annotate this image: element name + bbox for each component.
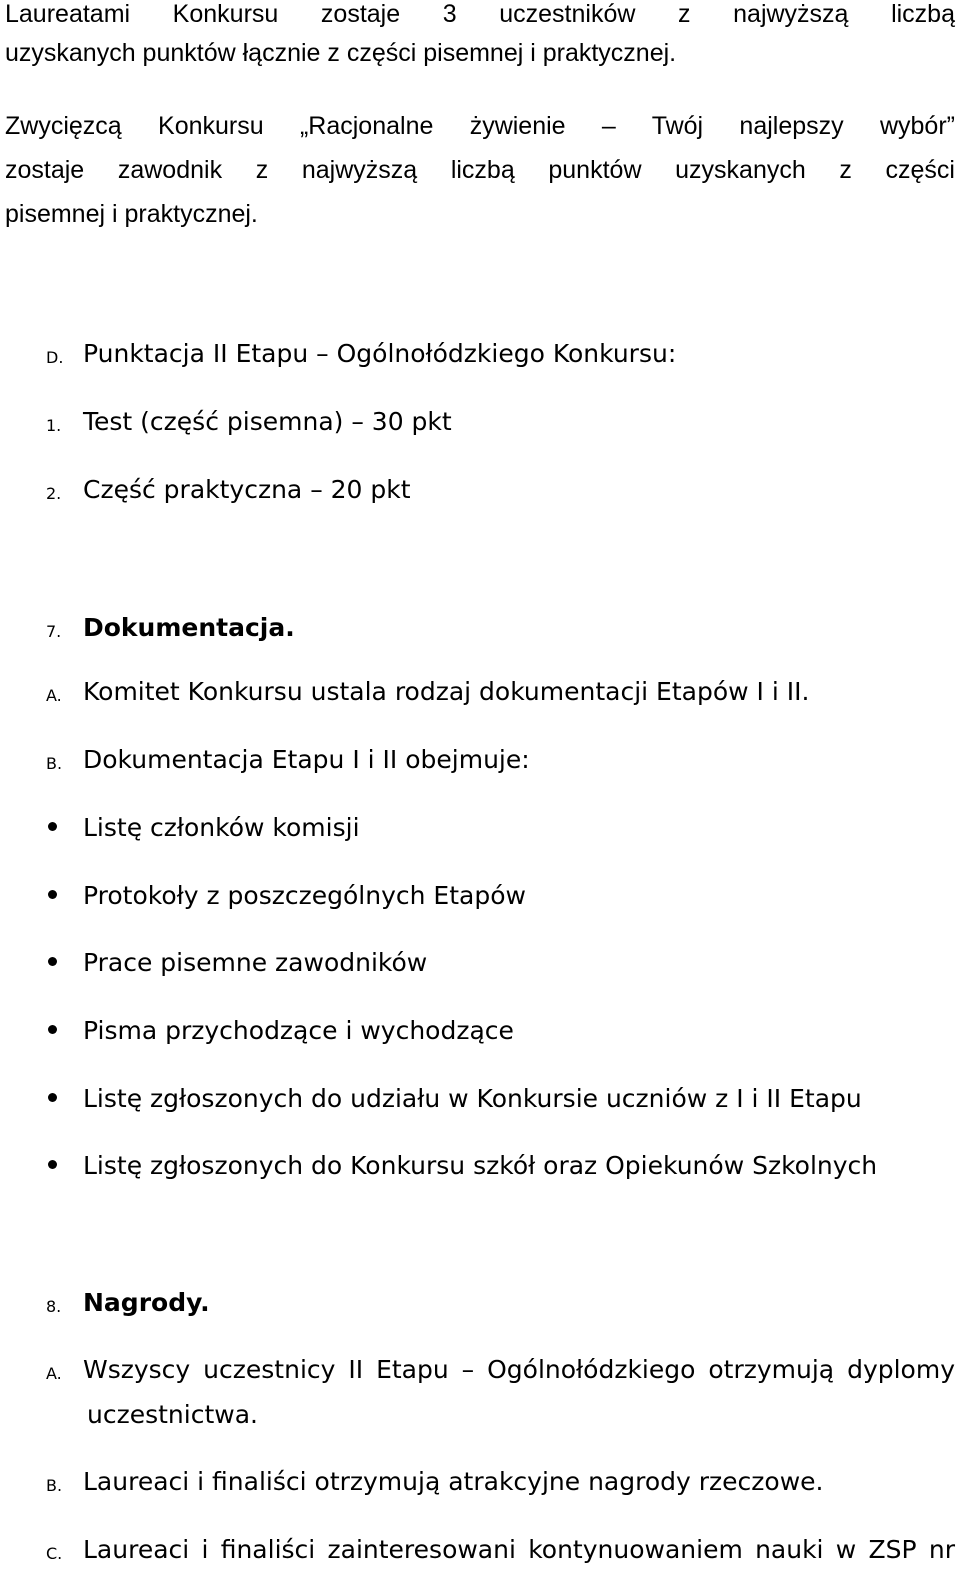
- section-7-b-marker: B.: [46, 754, 63, 773]
- bullet-item: [0, 1146, 960, 1186]
- section-8-a-marker: A.: [46, 1364, 62, 1383]
- bullet-text: Pisma przychodzące i wychodzące: [83, 1016, 514, 1045]
- bullet-dot-icon: [48, 1160, 57, 1169]
- section-8-a: [0, 1350, 960, 1390]
- bullet-item: [0, 1079, 960, 1119]
- section-7-a: [0, 672, 960, 712]
- bullet-text: Listę zgłoszonych do udziału w Konkursie uczniów z I i II Etapu: [83, 1084, 862, 1113]
- paragraph-laureates-line-2: uzyskanych punktów łącznie z części pisemnej i praktycznej.: [5, 39, 677, 67]
- bullet-dot-icon: [48, 1025, 57, 1034]
- list-item-text: Część praktyczna – 20 pkt: [83, 475, 411, 504]
- section-d-heading: [0, 334, 960, 374]
- list-item: [0, 402, 960, 442]
- section-8-c: [0, 1530, 960, 1570]
- bullet-dot-icon: [48, 890, 57, 899]
- paragraph-winner-line-3: pisemnej i praktycznej.: [5, 200, 258, 228]
- section-8-title: Nagrody.: [83, 1288, 210, 1317]
- bullet-item: [0, 808, 960, 848]
- bullet-text: Prace pisemne zawodników: [83, 948, 428, 977]
- bullet-item: [0, 943, 960, 983]
- section-7-heading: [0, 608, 960, 648]
- section-7-marker: 7.: [46, 622, 62, 641]
- section-8-b-text: Laureaci i finaliści otrzymują atrakcyjne nagrody rzeczowe.: [83, 1467, 824, 1496]
- list-item: [0, 470, 960, 510]
- section-d-title: Punktacja II Etapu – Ogólnołódzkiego Konkursu:: [83, 339, 677, 368]
- section-8-a-continuation: [0, 1395, 960, 1435]
- bullet-item: [0, 1011, 960, 1051]
- section-7-title: Dokumentacja.: [83, 613, 295, 642]
- bullet-text: Listę członków komisji: [83, 813, 360, 842]
- paragraph-laureates-line-1: Laureatami Konkursu zostaje 3 uczestników z najwyższą liczbą: [5, 0, 955, 28]
- section-8-c-text: Laureaci i finaliści zainteresowani kontynuowaniem nauki w ZSP nr: [83, 1535, 955, 1564]
- section-8-c-marker: C.: [46, 1544, 63, 1563]
- list-item-marker: 1.: [46, 416, 62, 435]
- section-d-marker: D.: [46, 348, 64, 367]
- section-8-a-line-2: uczestnictwa.: [87, 1400, 258, 1429]
- section-7-b: [0, 740, 960, 780]
- bullet-text: Listę zgłoszonych do Konkursu szkół oraz Opiekunów Szkolnych: [83, 1151, 878, 1180]
- list-item-text: Test (część pisemna) – 30 pkt: [83, 407, 452, 436]
- paragraph-winner-line-1: Zwycięzcą Konkursu „Racjonalne żywienie – Twój najlepszy wybór”: [5, 112, 955, 140]
- bullet-dot-icon: [48, 822, 57, 831]
- list-item-marker: 2.: [46, 484, 62, 503]
- section-8-marker: 8.: [46, 1297, 62, 1316]
- section-7-a-marker: A.: [46, 686, 62, 705]
- paragraph-winner-line-2: zostaje zawodnik z najwyższą liczbą punktów uzyskanych z części: [5, 156, 955, 184]
- bullet-dot-icon: [48, 1093, 57, 1102]
- bullet-dot-icon: [48, 957, 57, 966]
- bullet-text: Protokoły z poszczególnych Etapów: [83, 881, 526, 910]
- section-8-a-line-1: Wszyscy uczestnicy II Etapu – Ogólnołódzkiego otrzymują dyplomy: [83, 1355, 955, 1384]
- section-7-b-text: Dokumentacja Etapu I i II obejmuje:: [83, 745, 530, 774]
- section-8-b: [0, 1462, 960, 1502]
- section-7-a-text: Komitet Konkursu ustala rodzaj dokumentacji Etapów I i II.: [83, 677, 810, 706]
- bullet-item: [0, 876, 960, 916]
- section-8-heading: [0, 1283, 960, 1323]
- section-8-b-marker: B.: [46, 1476, 63, 1495]
